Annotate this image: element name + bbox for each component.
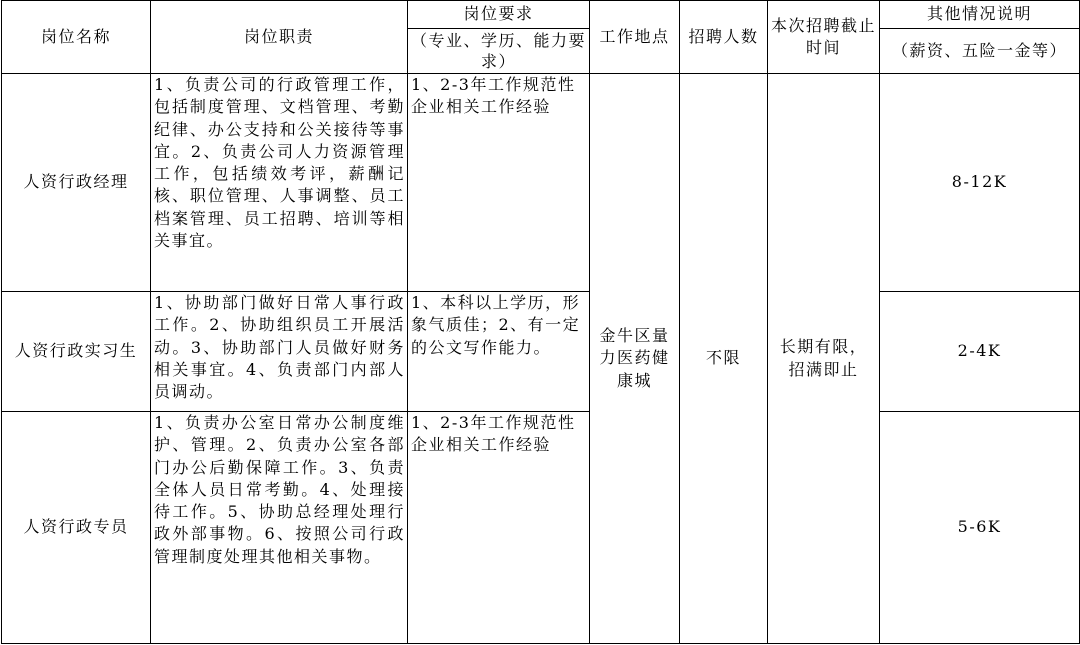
header-requirement-sub: （专业、学历、能力要求） bbox=[408, 29, 590, 74]
header-other-sub: （薪资、五险一金等） bbox=[880, 29, 1080, 74]
header-other: 其他情况说明 bbox=[880, 1, 1080, 29]
duty-cell: 1、协助部门做好日常人事行政工作。2、协助组织员工开展活动。3、协助部门人员做好财务相关事宜。4、负责部门内部人员调动。 bbox=[151, 292, 408, 412]
table-row bbox=[2, 74, 1080, 292]
requirement-cell: 1、2-3年工作规范性企业相关工作经验 bbox=[408, 74, 590, 292]
header-row bbox=[2, 1, 1080, 29]
header-requirement: 岗位要求 bbox=[408, 1, 590, 29]
salary-cell: 5-6K bbox=[880, 412, 1080, 644]
header-duty: 岗位职责 bbox=[151, 1, 408, 74]
post-name-cell: 人资行政经理 bbox=[2, 74, 151, 292]
recruitment-table bbox=[1, 0, 1080, 644]
header-location: 工作地点 bbox=[590, 1, 680, 74]
header-count: 招聘人数 bbox=[680, 1, 768, 74]
post-name-cell: 人资行政实习生 bbox=[2, 292, 151, 412]
header-deadline: 本次招聘截止时间 bbox=[768, 1, 880, 74]
salary-cell: 2-4K bbox=[880, 292, 1080, 412]
location-cell: 金牛区量力医药健康城 bbox=[590, 74, 680, 644]
deadline-cell: 长期有限，招满即止 bbox=[768, 74, 880, 644]
requirement-cell: 1、本科以上学历，形象气质佳；2、有一定的公文写作能力。 bbox=[408, 292, 590, 412]
requirement-cell: 1、2-3年工作规范性企业相关工作经验 bbox=[408, 412, 590, 644]
table-row bbox=[2, 292, 1080, 412]
duty-cell: 1、负责办公室日常办公制度维护、管理。2、负责办公室各部门办公后勤保障工作。3、负责全体人员日常考勤。4、处理接待工作。5、协助总经理处理行政外部事物。6、按照公司行政管理制度处理其他相关事物。 bbox=[151, 412, 408, 644]
count-cell: 不限 bbox=[680, 74, 768, 644]
post-name-cell: 人资行政专员 bbox=[2, 412, 151, 644]
salary-cell: 8-12K bbox=[880, 74, 1080, 292]
table-row bbox=[2, 412, 1080, 644]
header-post-name: 岗位名称 bbox=[2, 1, 151, 74]
duty-cell: 1、负责公司的行政管理工作，包括制度管理、文档管理、考勤纪律、办公支持和公关接待等事宜。2、负责公司人力资源管理工作，包括绩效考评，薪酬记核、职位管理、人事调整、员工档案管理、员工招聘、培训等相关事宜。 bbox=[151, 74, 408, 292]
